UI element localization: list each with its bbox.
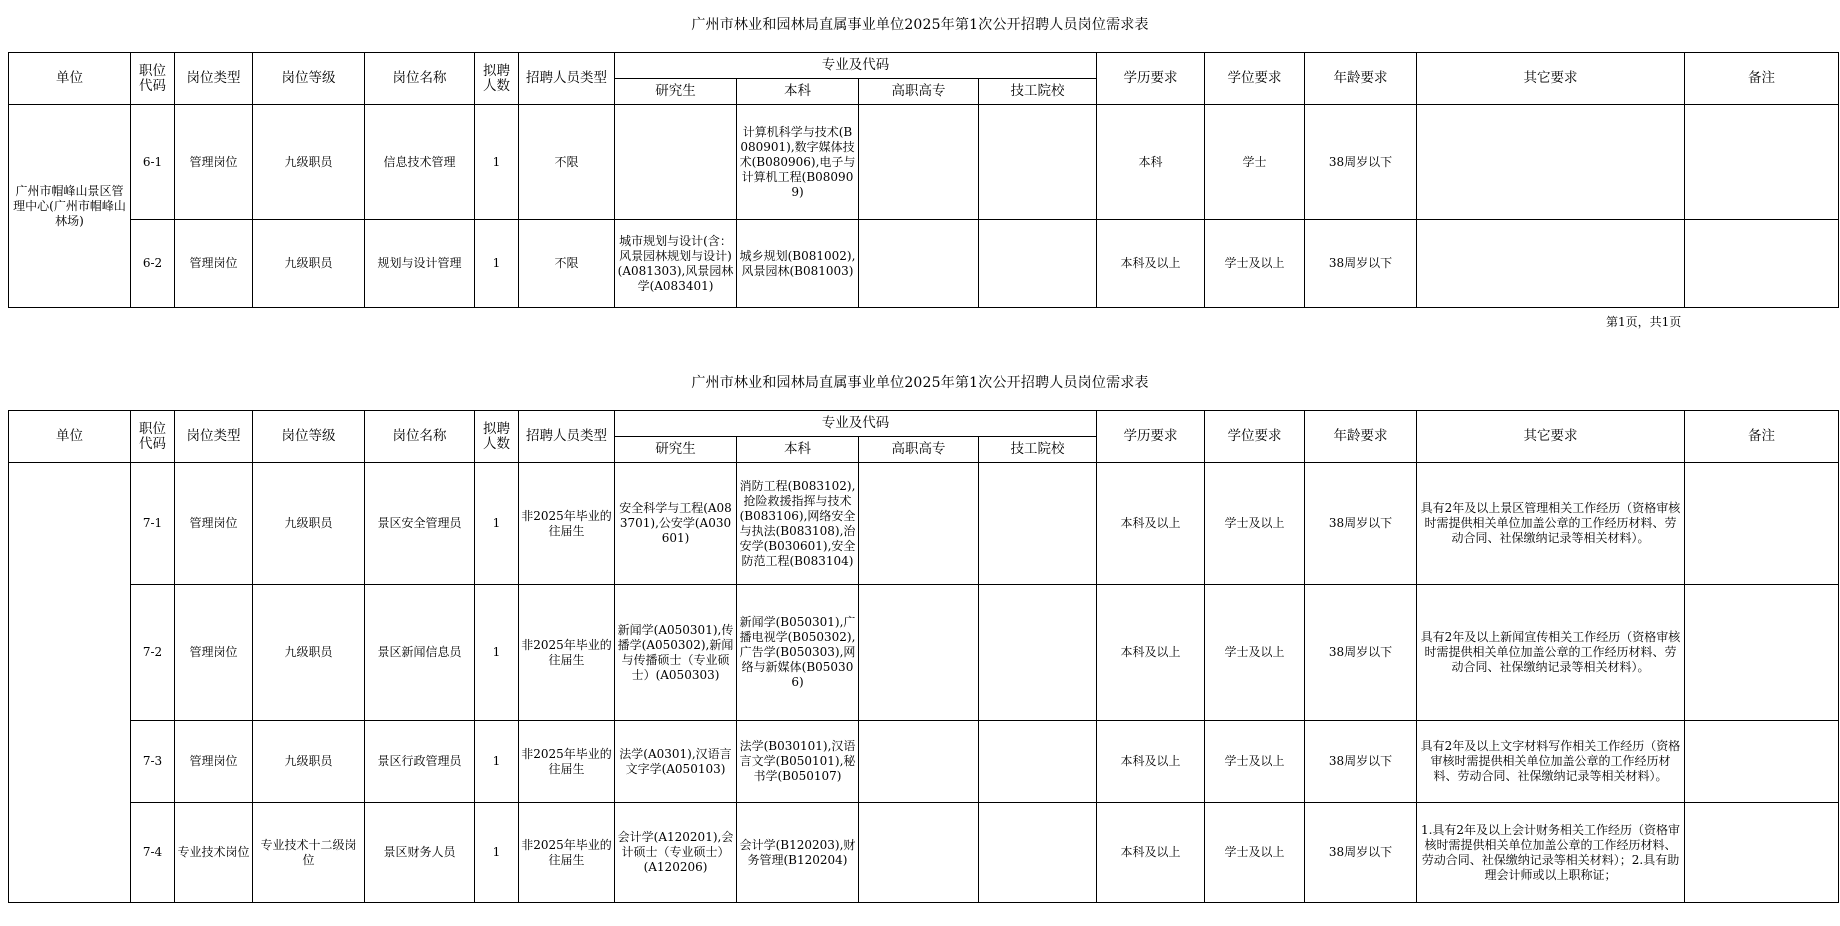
code-cell: 6-2 (131, 220, 175, 308)
ptype-cell: 非2025年毕业的往届生 (519, 803, 615, 903)
type-cell: 管理岗位 (175, 585, 253, 721)
level-cell: 九级职员 (253, 220, 365, 308)
age-cell: 38周岁以下 (1305, 463, 1417, 585)
header-row (9, 53, 1839, 79)
degree-cell: 学士及以上 (1205, 463, 1305, 585)
ptype-cell: 不限 (519, 105, 615, 220)
bach-cell: 消防工程(B083102),抢险救援指挥与技术(B083106),网络安全与执法(B083108),治安学(B030601),安全防范工程(B083104) (737, 463, 859, 585)
table-row (9, 803, 1839, 903)
grad-cell: 新闻学(A050301),传播学(A050302),新闻与传播硕士（专业硕士）(A050303) (615, 585, 737, 721)
num-cell: 1 (475, 105, 519, 220)
name-cell: 景区行政管理员 (365, 721, 475, 803)
name-cell: 规划与设计管理 (365, 220, 475, 308)
grad-cell: 会计学(A120201),会计硕士（专业硕士）(A120206) (615, 803, 737, 903)
header-degree: 学位要求 (1205, 53, 1305, 105)
num-cell: 1 (475, 220, 519, 308)
table-row (9, 463, 1839, 585)
edu-cell: 本科及以上 (1097, 220, 1205, 308)
header-level: 岗位等级 (253, 411, 365, 463)
other-cell (1417, 220, 1685, 308)
voc-cell (859, 463, 979, 585)
sheet2-title: 广州市林业和园林局直属事业单位2025年第1次公开招聘人员岗位需求表 (691, 375, 1149, 391)
header-num: 拟聘人数 (475, 53, 519, 105)
header-type: 岗位类型 (175, 53, 253, 105)
table-row (9, 105, 1839, 220)
header-row (9, 411, 1839, 437)
tech-cell (979, 105, 1097, 220)
page-number: 第1页，共1页 (1606, 315, 1682, 329)
code-cell: 7-3 (131, 721, 175, 803)
degree-cell: 学士及以上 (1205, 721, 1305, 803)
header-remark: 备注 (1685, 53, 1839, 105)
header-bach: 本科 (737, 437, 859, 463)
edu-cell: 本科 (1097, 105, 1205, 220)
header-code: 职位代码 (131, 53, 175, 105)
age-cell: 38周岁以下 (1305, 803, 1417, 903)
degree-cell: 学士及以上 (1205, 220, 1305, 308)
unit-cell (9, 463, 131, 903)
header-major-group: 专业及代码 (615, 411, 1097, 437)
header-level: 岗位等级 (253, 53, 365, 105)
code-cell: 7-4 (131, 803, 175, 903)
level-cell: 九级职员 (253, 463, 365, 585)
code-cell: 7-2 (131, 585, 175, 721)
num-cell: 1 (475, 721, 519, 803)
edu-cell: 本科及以上 (1097, 721, 1205, 803)
other-cell: 具有2年及以上景区管理相关工作经历（资格审核时需提供相关单位加盖公章的工作经历材料、劳动合同、社保缴纳记录等相关材料）。 (1417, 463, 1685, 585)
tech-cell (979, 463, 1097, 585)
header-unit: 单位 (9, 53, 131, 105)
voc-cell (859, 585, 979, 721)
header-age: 年龄要求 (1305, 411, 1417, 463)
header-edu: 学历要求 (1097, 411, 1205, 463)
num-cell: 1 (475, 463, 519, 585)
code-cell: 7-1 (131, 463, 175, 585)
voc-cell (859, 220, 979, 308)
grad-cell (615, 105, 737, 220)
type-cell: 管理岗位 (175, 220, 253, 308)
degree-cell: 学士及以上 (1205, 803, 1305, 903)
tech-cell (979, 803, 1097, 903)
remark-cell (1685, 220, 1839, 308)
other-cell: 1.具有2年及以上会计财务相关工作经历（资格审核时需提供相关单位加盖公章的工作经历材料、劳动合同、社保缴纳记录等相关材料）；2.具有助理会计师或以上职称证； (1417, 803, 1685, 903)
level-cell: 专业技术十二级岗位 (253, 803, 365, 903)
header-age: 年龄要求 (1305, 53, 1417, 105)
code-cell: 6-1 (131, 105, 175, 220)
num-cell: 1 (475, 803, 519, 903)
other-cell: 具有2年及以上文字材料写作相关工作经历（资格审核时需提供相关单位加盖公章的工作经历材料、劳动合同、社保缴纳记录等相关材料）。 (1417, 721, 1685, 803)
ptype-cell: 非2025年毕业的往届生 (519, 463, 615, 585)
edu-cell: 本科及以上 (1097, 803, 1205, 903)
bach-cell: 新闻学(B050301),广播电视学(B050302),广告学(B050303),网络与新媒体(B050306) (737, 585, 859, 721)
degree-cell: 学士及以上 (1205, 585, 1305, 721)
header-num: 拟聘人数 (475, 411, 519, 463)
edu-cell: 本科及以上 (1097, 585, 1205, 721)
bach-cell: 会计学(B120203),财务管理(B120204) (737, 803, 859, 903)
table-row (9, 721, 1839, 803)
name-cell: 景区新闻信息员 (365, 585, 475, 721)
grad-cell: 城市规划与设计(含：风景园林规划与设计)(A081303),风景园林学(A083401) (615, 220, 737, 308)
tech-cell (979, 585, 1097, 721)
header-voc: 高职高专 (859, 437, 979, 463)
age-cell: 38周岁以下 (1305, 220, 1417, 308)
header-unit: 单位 (9, 411, 131, 463)
header-tech: 技工院校 (979, 437, 1097, 463)
remark-cell (1685, 585, 1839, 721)
voc-cell (859, 105, 979, 220)
tech-cell (979, 721, 1097, 803)
edu-cell: 本科及以上 (1097, 463, 1205, 585)
num-cell: 1 (475, 585, 519, 721)
header-code: 职位代码 (131, 411, 175, 463)
table-row (9, 220, 1839, 308)
grad-cell: 法学(A0301),汉语言文字学(A050103) (615, 721, 737, 803)
other-cell: 具有2年及以上新闻宣传相关工作经历（资格审核时需提供相关单位加盖公章的工作经历材料、劳动合同、社保缴纳记录等相关材料）。 (1417, 585, 1685, 721)
header-edu: 学历要求 (1097, 53, 1205, 105)
header-other: 其它要求 (1417, 53, 1685, 105)
header-name: 岗位名称 (365, 53, 475, 105)
level-cell: 九级职员 (253, 585, 365, 721)
header-grad: 研究生 (615, 79, 737, 105)
type-cell: 管理岗位 (175, 463, 253, 585)
unit-cell: 广州市帽峰山景区管理中心(广州市帽峰山林场) (9, 105, 131, 308)
age-cell: 38周岁以下 (1305, 105, 1417, 220)
degree-cell: 学士 (1205, 105, 1305, 220)
header-grad: 研究生 (615, 437, 737, 463)
grad-cell: 安全科学与工程(A083701),公安学(A030601) (615, 463, 737, 585)
header-tech: 技工院校 (979, 79, 1097, 105)
voc-cell (859, 803, 979, 903)
remark-cell (1685, 105, 1839, 220)
type-cell: 管理岗位 (175, 105, 253, 220)
tech-cell (979, 220, 1097, 308)
header-name: 岗位名称 (365, 411, 475, 463)
header-major-group: 专业及代码 (615, 53, 1097, 79)
remark-cell (1685, 463, 1839, 585)
name-cell: 信息技术管理 (365, 105, 475, 220)
header-ptype: 招聘人员类型 (519, 411, 615, 463)
bach-cell: 计算机科学与技术(B080901),数字媒体技术(B080906),电子与计算机工程(B080909) (737, 105, 859, 220)
table-row (9, 585, 1839, 721)
sheet2-table (8, 410, 1839, 903)
name-cell: 景区财务人员 (365, 803, 475, 903)
header-remark: 备注 (1685, 411, 1839, 463)
header-voc: 高职高专 (859, 79, 979, 105)
name-cell: 景区安全管理员 (365, 463, 475, 585)
bach-cell: 法学(B030101),汉语言文学(B050101),秘书学(B050107) (737, 721, 859, 803)
sheet1-title: 广州市林业和园林局直属事业单位2025年第1次公开招聘人员岗位需求表 (691, 17, 1149, 33)
level-cell: 九级职员 (253, 105, 365, 220)
other-cell (1417, 105, 1685, 220)
age-cell: 38周岁以下 (1305, 585, 1417, 721)
ptype-cell: 不限 (519, 220, 615, 308)
header-other: 其它要求 (1417, 411, 1685, 463)
ptype-cell: 非2025年毕业的往届生 (519, 721, 615, 803)
header-type: 岗位类型 (175, 411, 253, 463)
type-cell: 管理岗位 (175, 721, 253, 803)
ptype-cell: 非2025年毕业的往届生 (519, 585, 615, 721)
remark-cell (1685, 721, 1839, 803)
sheet1-table (8, 52, 1839, 308)
bach-cell: 城乡规划(B081002),风景园林(B081003) (737, 220, 859, 308)
header-bach: 本科 (737, 79, 859, 105)
age-cell: 38周岁以下 (1305, 721, 1417, 803)
remark-cell (1685, 803, 1839, 903)
header-degree: 学位要求 (1205, 411, 1305, 463)
type-cell: 专业技术岗位 (175, 803, 253, 903)
voc-cell (859, 721, 979, 803)
header-ptype: 招聘人员类型 (519, 53, 615, 105)
level-cell: 九级职员 (253, 721, 365, 803)
